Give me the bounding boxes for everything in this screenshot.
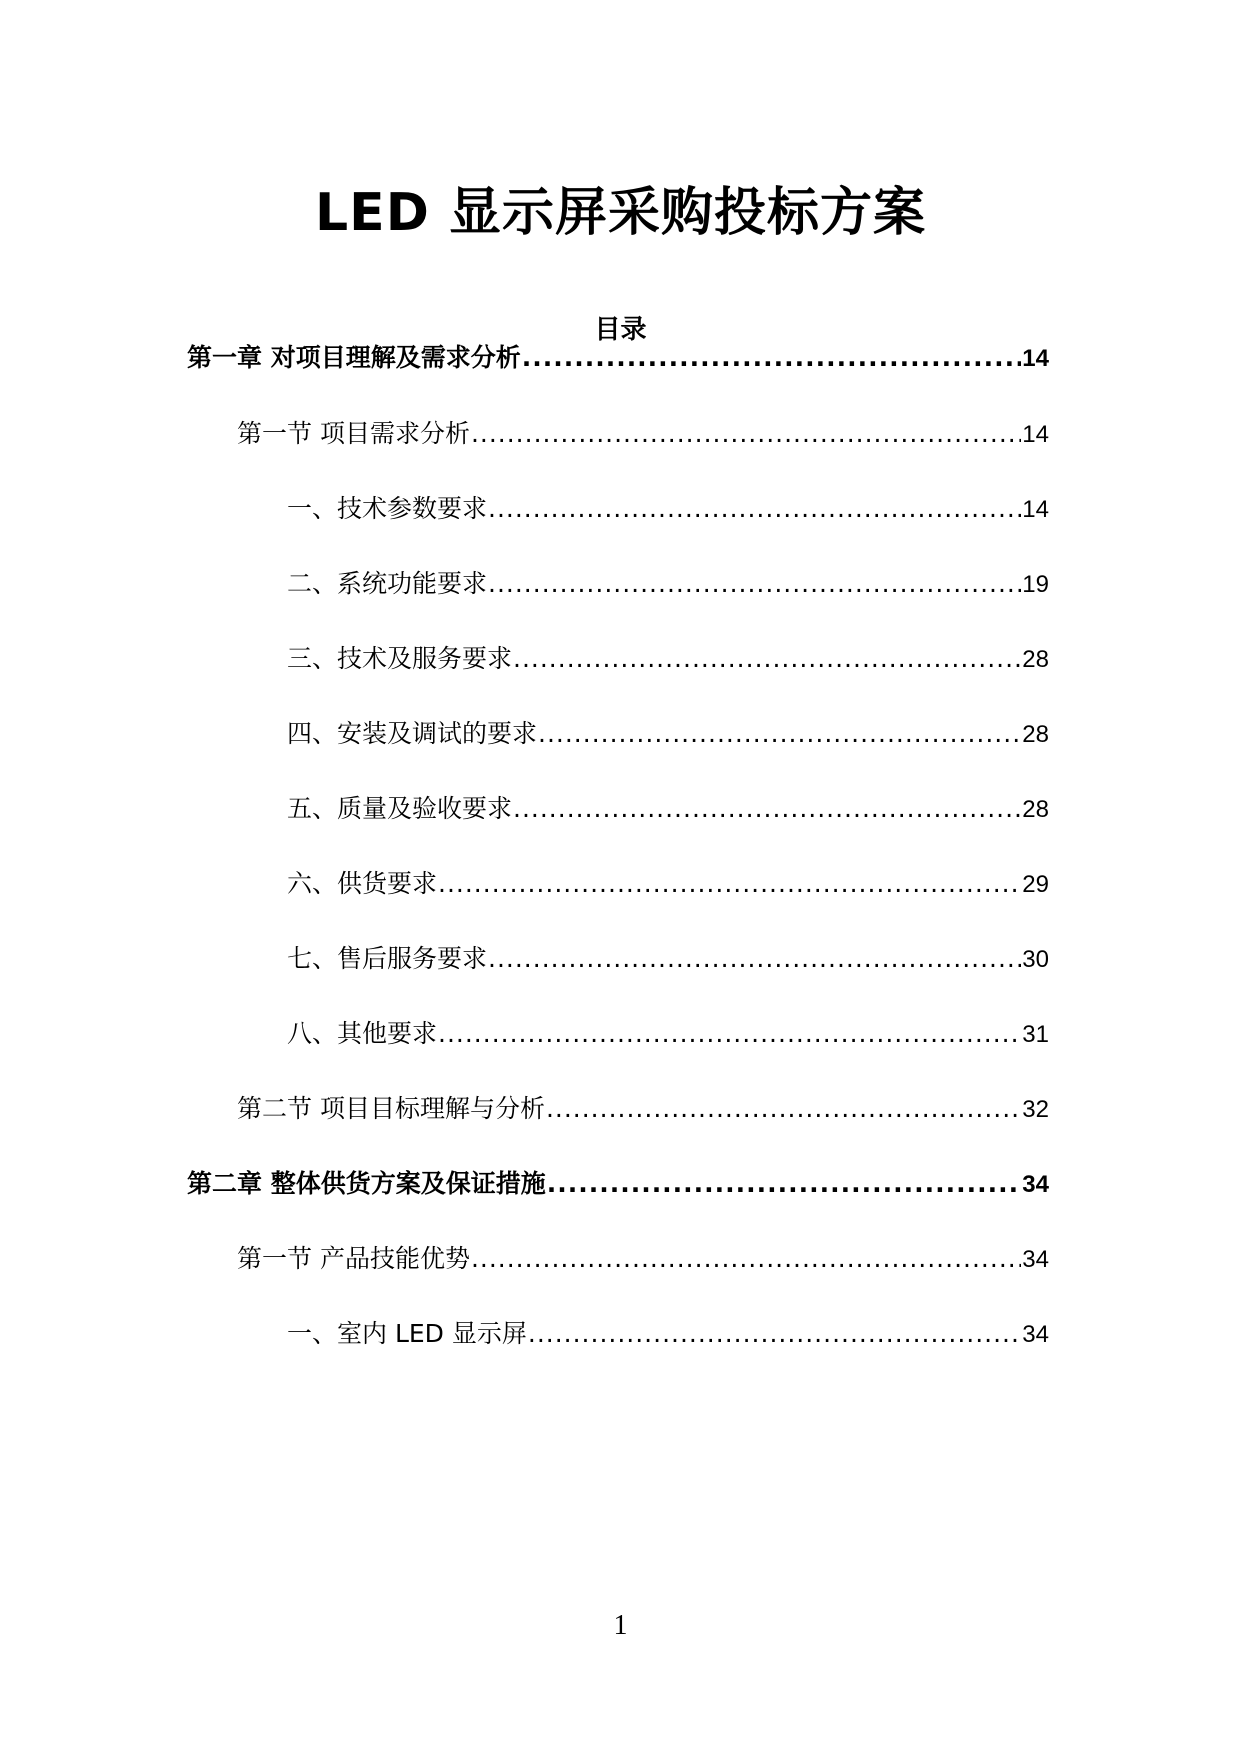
toc-entry-subsection[interactable] bbox=[287, 1316, 1049, 1352]
toc-page-number: 34 bbox=[1022, 1321, 1049, 1348]
toc-entry-text: 一、室内 LED 显示屏 bbox=[287, 1319, 527, 1348]
toc-entry-text: 八、其他要求 bbox=[287, 1019, 438, 1048]
toc-dot-leader bbox=[488, 491, 1021, 527]
toc-page-number: 32 bbox=[1022, 1096, 1049, 1123]
toc-dot-leader bbox=[538, 716, 1021, 752]
page-number: 1 bbox=[613, 1610, 628, 1641]
toc-page-number: 28 bbox=[1022, 721, 1049, 748]
toc-entry-subsection[interactable] bbox=[287, 491, 1049, 527]
toc-page-number: 34 bbox=[1022, 1171, 1049, 1198]
toc-dot-leader bbox=[513, 641, 1021, 677]
toc-entry-section[interactable] bbox=[237, 1091, 1049, 1127]
toc-dot-leader bbox=[471, 416, 1021, 452]
toc-page-number: 28 bbox=[1022, 796, 1049, 823]
toc-entry-subsection[interactable] bbox=[287, 866, 1049, 902]
toc-entry-subsection[interactable] bbox=[287, 1016, 1049, 1052]
toc-dot-leader bbox=[488, 941, 1021, 977]
toc-page-number: 14 bbox=[1022, 496, 1049, 523]
toc-entry-text: 第一节 项目需求分析 bbox=[237, 419, 470, 448]
toc-page-number: 28 bbox=[1022, 646, 1049, 673]
toc-entry-text: 第一节 产品技能优势 bbox=[237, 1244, 470, 1273]
toc-entry-section[interactable] bbox=[237, 416, 1049, 452]
toc-dot-leader bbox=[528, 1316, 1021, 1352]
toc-page-number: 19 bbox=[1022, 571, 1049, 598]
toc-entry-text: 五、质量及验收要求 bbox=[287, 794, 513, 823]
toc-entry-subsection[interactable] bbox=[287, 641, 1049, 677]
toc-entry-subsection[interactable] bbox=[287, 716, 1049, 752]
toc-entry-text: 第二节 项目目标理解与分析 bbox=[237, 1094, 545, 1123]
document-title: LED 显示屏采购投标方案 bbox=[315, 183, 926, 243]
toc-entry-text: 二、系统功能要求 bbox=[287, 569, 488, 598]
toc-entry-subsection[interactable] bbox=[287, 566, 1049, 602]
toc-entry-subsection[interactable] bbox=[287, 791, 1049, 827]
toc-entry-text: 一、技术参数要求 bbox=[287, 494, 488, 523]
toc-entry-text: 六、供货要求 bbox=[287, 869, 438, 898]
toc-dot-leader bbox=[547, 1166, 1022, 1202]
toc-page-number: 14 bbox=[1022, 421, 1049, 448]
toc-page-number: 34 bbox=[1022, 1246, 1049, 1273]
toc-entry-text: 三、技术及服务要求 bbox=[287, 644, 513, 673]
toc-entry-text: 四、安装及调试的要求 bbox=[287, 719, 538, 748]
toc-dot-leader bbox=[513, 791, 1021, 827]
toc-entry-chapter-2[interactable] bbox=[187, 1166, 1049, 1202]
toc-heading: 目录 bbox=[594, 315, 647, 345]
toc-dot-leader bbox=[522, 340, 1022, 376]
toc-page-number: 14 bbox=[1022, 345, 1049, 372]
toc-page-number: 30 bbox=[1022, 946, 1049, 973]
toc-dot-leader bbox=[438, 1016, 1021, 1052]
toc-dot-leader bbox=[471, 1241, 1021, 1277]
toc-entry-chapter-1[interactable] bbox=[187, 340, 1049, 376]
toc-page-number: 31 bbox=[1022, 1021, 1049, 1048]
toc-page-number: 29 bbox=[1022, 871, 1049, 898]
toc-dot-leader bbox=[488, 566, 1021, 602]
toc-entry-section[interactable] bbox=[237, 1241, 1049, 1277]
toc-dot-leader bbox=[546, 1091, 1021, 1127]
toc-entry-text: 七、售后服务要求 bbox=[287, 944, 488, 973]
toc-entry-subsection[interactable] bbox=[287, 941, 1049, 977]
toc-entry-text: 第二章 整体供货方案及保证措施 bbox=[187, 1169, 546, 1198]
toc-entry-text: 第一章 对项目理解及需求分析 bbox=[187, 343, 521, 372]
toc-dot-leader bbox=[438, 866, 1021, 902]
